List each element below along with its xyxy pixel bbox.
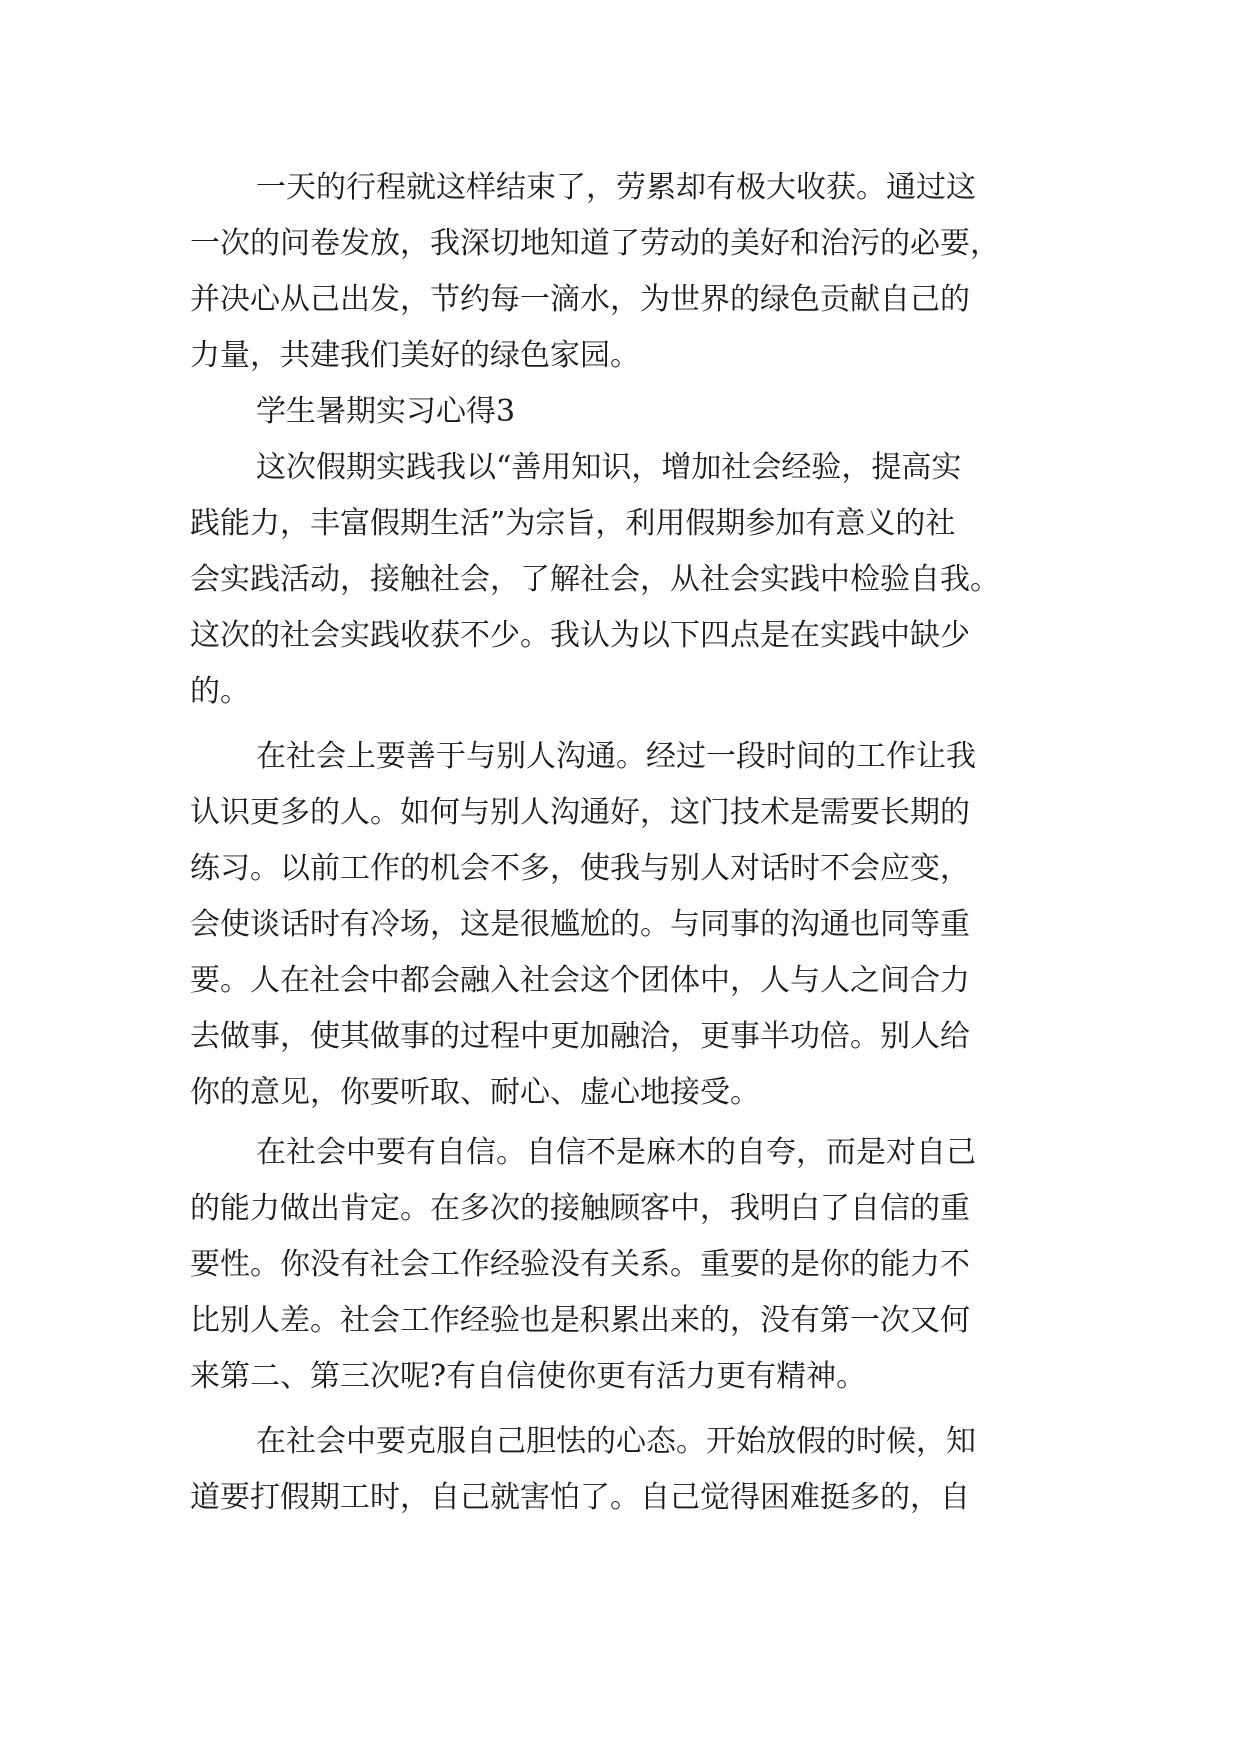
paragraph-1-line-4: 力量，共建我们美好的绿色家园。 — [190, 338, 640, 373]
paragraph-5-line-1: 在社会中要克服自己胆怯的心态。开始放假的时候，知 — [256, 1424, 976, 1459]
paragraph-4-line-1: 在社会中要有自信。自信不是麻木的自夸，而是对自己 — [256, 1135, 976, 1170]
paragraph-3-line-3: 练习。以前工作的机会不多，使我与别人对话时不会应变， — [190, 851, 970, 886]
paragraph-4-line-3: 要性。你没有社会工作经验没有关系。重要的是你的能力不 — [190, 1247, 970, 1282]
paragraph-2-line-4: 这次的社会实践收获不少。我认为以下四点是在实践中缺少 — [190, 618, 970, 653]
paragraph-4-line-2: 的能力做出肯定。在多次的接触顾客中，我明白了自信的重 — [190, 1191, 970, 1226]
paragraph-3-line-4: 会使谈话时有冷场，这是很尴尬的。与同事的沟通也同等重 — [190, 907, 970, 942]
section-heading: 学生暑期实习心得3 — [256, 394, 516, 429]
paragraph-2-line-3: 会实践活动，接触社会，了解社会，从社会实践中检验自我。 — [190, 562, 1000, 597]
paragraph-3-line-7: 你的意见，你要听取、耐心、虚心地接受。 — [190, 1075, 760, 1110]
paragraph-1-line-1: 一天的行程就这样结束了，劳累却有极大收获。通过这 — [256, 170, 976, 205]
paragraph-3-line-5: 要。人在社会中都会融入社会这个团体中，人与人之间合力 — [190, 963, 970, 998]
paragraph-5-line-2: 道要打假期工时，自己就害怕了。自己觉得困难挺多的，自 — [190, 1480, 970, 1515]
paragraph-1-line-2: 一次的问卷发放，我深切地知道了劳动的美好和治污的必要， — [190, 226, 1000, 261]
paragraph-3-line-1: 在社会上要善于与别人沟通。经过一段时间的工作让我 — [256, 739, 976, 774]
paragraph-4-line-5: 来第二、第三次呢?有自信使你更有活力更有精神。 — [190, 1359, 867, 1394]
paragraph-4-line-4: 比别人差。社会工作经验也是积累出来的，没有第一次又何 — [190, 1303, 970, 1338]
paragraph-1-line-3: 并决心从己出发，节约每一滴水，为世界的绿色贡献自己的 — [190, 282, 970, 317]
paragraph-2-line-5: 的。 — [190, 674, 250, 709]
paragraph-2-line-2: 践能力，丰富假期生活”为宗旨，利用假期参加有意义的社 — [190, 506, 956, 541]
paragraph-3-line-2: 认识更多的人。如何与别人沟通好，这门技术是需要长期的 — [190, 795, 970, 830]
paragraph-3-line-6: 去做事，使其做事的过程中更加融洽，更事半功倍。别人给 — [190, 1019, 970, 1054]
paragraph-2-line-1: 这次假期实践我以“善用知识，增加社会经验，提高实 — [256, 450, 962, 485]
